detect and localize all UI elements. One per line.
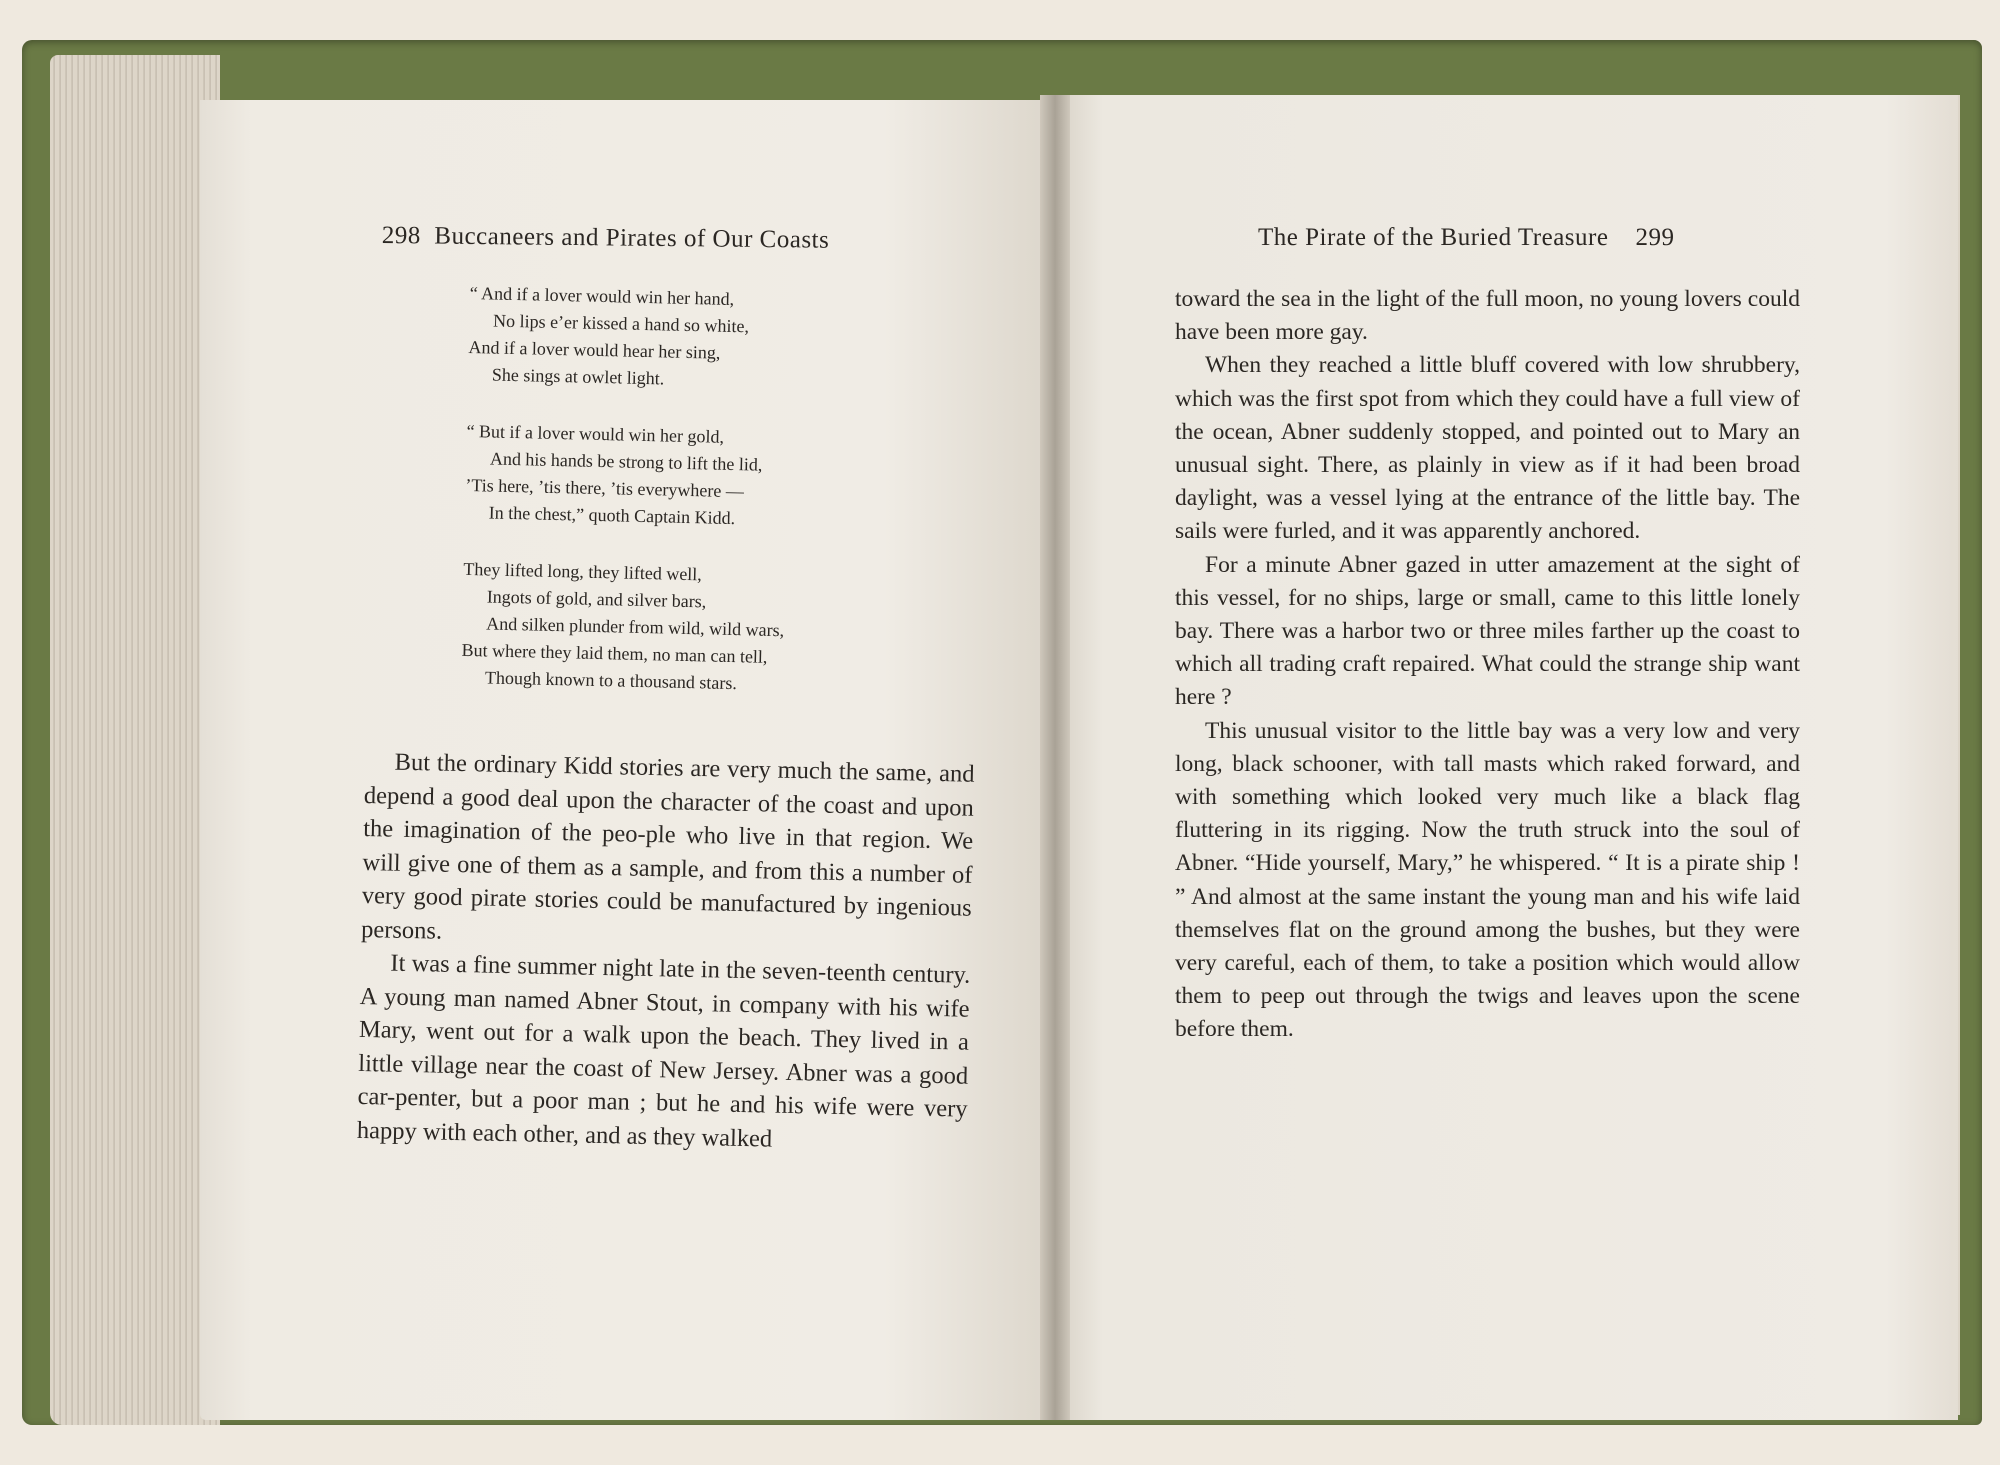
stanza-2	[464, 418, 788, 533]
verse-line: She sings at owlet light.	[491, 364, 665, 389]
poem	[461, 280, 792, 698]
paragraph: toward the sea in the light of the full moon, no young lovers could have been more gay.	[1175, 286, 1800, 346]
verse-line: In the chest,” quoth Captain Kidd.	[488, 502, 736, 529]
left-running-title: Buccaneers and Pirates of Our Coasts	[434, 222, 830, 254]
paragraph: This unusual visitor to the little bay was a very low and very long, black schooner, with tall masts which raked forward, and with something which looked very much like a black flag fluttering in its rigging. Now the truth struck into the soul of Abner. “Hide yourself, Mary,” he whispered. “ It is a pirate ship ! ” And almost at the same instant the young man and his wife laid themselves flat on the ground among the bushes, but they were very careful, each of them, to take a position which would allow them to peep out through the twigs and leaves upon the scene before them.	[1175, 717, 1800, 1043]
verse-line: “ But if a lover would win her gold,	[466, 420, 725, 447]
left-page-number: 298	[381, 222, 421, 250]
verse-line: And his hands be strong to lift the lid,	[489, 448, 763, 475]
paragraph: When they reached a little bluff covered with low shrubbery, which was the first spot from which they could have a full view of the ocean, Abner suddenly stopped, and pointed out to Mary an unusual sight. There, as plainly in view as if it had been broad daylight, was a vessel lying at the entrance of the little bay. The sails were furled, and it was apparently anchored.	[1175, 352, 1800, 545]
paragraph: For a minute Abner gazed in utter amazement at the sight of this vessel, for no ships, large or small, came to this little lonely bay. There was a harbor two or three miles farther up the coast to which all trading craft repaired. What could the strange ship want here ?	[1175, 551, 1800, 711]
verse-line: No lips e’er kissed a hand so white,	[492, 310, 750, 337]
verse-line: Ingots of gold, and silver bars,	[486, 586, 707, 612]
book-gutter	[1040, 95, 1070, 1420]
paragraph: It was a fine summer night late in the seven-teenth century. A young man named Abner Stout, in company with his wife Mary, went out for a walk upon the beach. They lived in a little village near the coast of New Jersey. Abner was a good car-penter, but a poor man ; but he and his wife were very happy with each other, and as they walked	[356, 949, 971, 1153]
right-page-number: 299	[1635, 224, 1675, 251]
verse-line: “ And if a lover would win her hand,	[469, 282, 735, 309]
right-running-head	[1258, 224, 1674, 252]
verse-line: They lifted long, they lifted well,	[463, 558, 703, 585]
verse-line: And silken plunder from wild, wild wars,	[485, 613, 785, 641]
right-running-title: The Pirate of the Buried Treasure	[1258, 224, 1609, 251]
paragraph: But the ordinary Kidd stories are very much the same, and depend a good deal upon the character of the coast and upon the imagination of the peo-ple who live in that region. We will give one of them as a sample, and from this a number of very good pirate stories could be manufactured by ingenious persons.	[360, 748, 975, 945]
verse-line: But where they laid them, no man can tell,	[461, 639, 768, 667]
stanza-3	[461, 556, 786, 698]
left-running-head	[382, 222, 830, 255]
left-page-body	[357, 745, 975, 1160]
verse-line: Though known to a thousand stars.	[484, 667, 738, 694]
verse-line: ’Tis here, ’tis there, ’tis everywhere —	[465, 474, 745, 502]
verse-line: And if a lover would hear her sing,	[468, 336, 721, 363]
page-edges-left	[50, 55, 220, 1425]
stanza-1	[468, 280, 792, 395]
right-page-body	[1175, 283, 1800, 1047]
